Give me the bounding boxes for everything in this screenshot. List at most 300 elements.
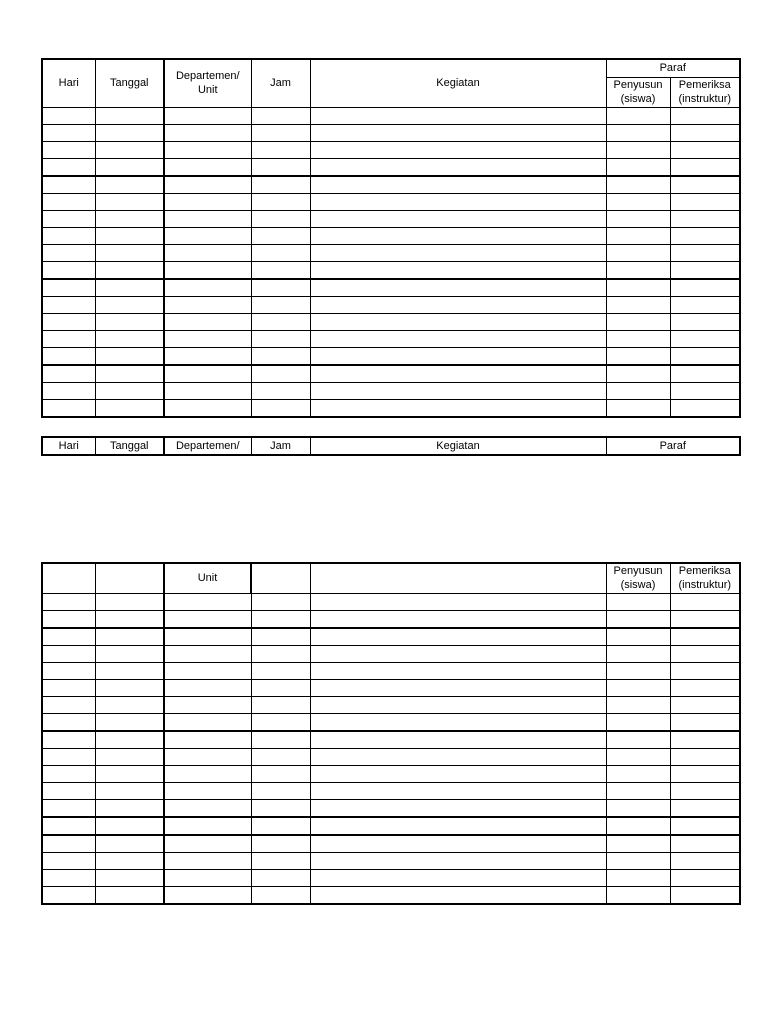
entry-cell-tanggal[interactable]	[95, 610, 164, 628]
entry-cell-tanggal[interactable]	[95, 852, 164, 869]
entry-cell-hari[interactable]	[42, 869, 95, 886]
entry-cell-departemen[interactable]	[164, 313, 251, 330]
entry-cell-hari[interactable]	[42, 628, 95, 646]
entry-cell-kegiatan[interactable]	[310, 193, 606, 210]
entry-cell-penyusun[interactable]	[606, 158, 670, 176]
entry-cell-jam[interactable]	[251, 107, 310, 124]
entry-cell-penyusun[interactable]	[606, 628, 670, 646]
table-row	[42, 628, 740, 646]
entry-cell-hari[interactable]	[42, 193, 95, 210]
entry-cell-departemen[interactable]	[164, 679, 251, 696]
entry-cell-penyusun[interactable]	[606, 782, 670, 799]
entry-cell-kegiatan[interactable]	[310, 141, 606, 158]
entry-cell-penyusun[interactable]	[606, 296, 670, 313]
entry-cell-jam[interactable]	[251, 176, 310, 194]
entry-cell-hari[interactable]	[42, 799, 95, 817]
header-pemeriksa	[670, 563, 740, 593]
header-tanggal: Tanggal	[95, 59, 164, 107]
entry-cell-penyusun[interactable]	[606, 141, 670, 158]
entry-cell-pemeriksa[interactable]	[670, 731, 740, 749]
entry-cell-jam[interactable]	[251, 593, 310, 610]
entry-cell-kegiatan[interactable]	[310, 610, 606, 628]
entry-cell-kegiatan[interactable]	[310, 124, 606, 141]
entry-cell-hari[interactable]	[42, 107, 95, 124]
table-row	[42, 765, 740, 782]
entry-cell-penyusun[interactable]	[606, 886, 670, 904]
entry-cell-hari[interactable]	[42, 593, 95, 610]
entry-cell-tanggal[interactable]	[95, 107, 164, 124]
entry-cell-departemen[interactable]	[164, 227, 251, 244]
entry-cell-jam[interactable]	[251, 869, 310, 886]
entry-cell-jam[interactable]	[251, 158, 310, 176]
entry-cell-hari[interactable]	[42, 886, 95, 904]
header-pemeriksa-line2: (instruktur)	[678, 93, 732, 105]
entry-cell-tanggal[interactable]	[95, 731, 164, 749]
entry-cell-jam[interactable]	[251, 141, 310, 158]
entry-cell-kegiatan[interactable]	[310, 330, 606, 347]
entry-cell-jam[interactable]	[251, 713, 310, 731]
entry-cell-jam[interactable]	[251, 679, 310, 696]
entry-cell-penyusun[interactable]	[606, 227, 670, 244]
entry-cell-jam[interactable]	[251, 296, 310, 313]
entry-cell-penyusun[interactable]	[606, 765, 670, 782]
entry-cell-departemen[interactable]	[164, 193, 251, 210]
entry-cell-departemen[interactable]	[164, 261, 251, 279]
entry-cell-jam[interactable]	[251, 210, 310, 227]
entry-cell-pemeriksa[interactable]	[670, 141, 740, 158]
entry-cell-tanggal[interactable]	[95, 835, 164, 853]
entry-cell-tanggal[interactable]	[95, 313, 164, 330]
entry-cell-departemen[interactable]	[164, 765, 251, 782]
table-row	[42, 296, 740, 313]
entry-cell-pemeriksa[interactable]	[670, 382, 740, 399]
entry-cell-departemen[interactable]	[164, 886, 251, 904]
entry-cell-penyusun[interactable]	[606, 261, 670, 279]
entry-cell-kegiatan[interactable]	[310, 817, 606, 835]
entry-cell-tanggal[interactable]	[95, 227, 164, 244]
entry-cell-hari[interactable]	[42, 399, 95, 417]
entry-cell-kegiatan[interactable]	[310, 227, 606, 244]
entry-cell-tanggal[interactable]	[95, 158, 164, 176]
entry-cell-departemen[interactable]	[164, 382, 251, 399]
entry-cell-hari[interactable]	[42, 279, 95, 297]
entry-cell-tanggal[interactable]	[95, 628, 164, 646]
entry-cell-tanggal[interactable]	[95, 817, 164, 835]
entry-cell-departemen[interactable]	[164, 176, 251, 194]
entry-cell-penyusun[interactable]	[606, 330, 670, 347]
entry-cell-tanggal[interactable]	[95, 886, 164, 904]
entry-cell-pemeriksa[interactable]	[670, 765, 740, 782]
entry-cell-jam[interactable]	[251, 365, 310, 383]
entry-cell-kegiatan[interactable]	[310, 296, 606, 313]
table-row	[42, 244, 740, 261]
entry-cell-kegiatan[interactable]	[310, 748, 606, 765]
table-1-entry-rows	[42, 107, 740, 417]
entry-cell-pemeriksa[interactable]	[670, 244, 740, 261]
entry-cell-departemen[interactable]	[164, 713, 251, 731]
table-row	[42, 158, 740, 176]
entry-cell-hari[interactable]	[42, 124, 95, 141]
entry-cell-tanggal[interactable]	[95, 330, 164, 347]
entry-cell-pemeriksa[interactable]	[670, 193, 740, 210]
entry-cell-jam[interactable]	[251, 645, 310, 662]
entry-cell-tanggal[interactable]	[95, 799, 164, 817]
entry-cell-hari[interactable]	[42, 227, 95, 244]
entry-cell-penyusun[interactable]	[606, 124, 670, 141]
entry-cell-hari[interactable]	[42, 210, 95, 227]
entry-cell-jam[interactable]	[251, 696, 310, 713]
entry-cell-hari[interactable]	[42, 782, 95, 799]
entry-cell-hari[interactable]	[42, 244, 95, 261]
entry-cell-jam[interactable]	[251, 852, 310, 869]
entry-cell-tanggal[interactable]	[95, 210, 164, 227]
entry-cell-pemeriksa[interactable]	[670, 696, 740, 713]
entry-cell-kegiatan[interactable]	[310, 628, 606, 646]
entry-cell-hari[interactable]	[42, 713, 95, 731]
entry-cell-jam[interactable]	[251, 347, 310, 365]
entry-cell-jam[interactable]	[251, 193, 310, 210]
entry-cell-departemen[interactable]	[164, 296, 251, 313]
entry-cell-pemeriksa[interactable]	[670, 610, 740, 628]
entry-cell-departemen[interactable]	[164, 748, 251, 765]
entry-cell-kegiatan[interactable]	[310, 313, 606, 330]
entry-cell-jam[interactable]	[251, 886, 310, 904]
strip-hari: Hari	[42, 437, 95, 455]
entry-cell-hari[interactable]	[42, 662, 95, 679]
entry-cell-pemeriksa[interactable]	[670, 261, 740, 279]
entry-cell-departemen[interactable]	[164, 330, 251, 347]
header-unit: Unit	[164, 563, 251, 593]
entry-cell-pemeriksa[interactable]	[670, 662, 740, 679]
entry-cell-tanggal[interactable]	[95, 713, 164, 731]
entry-cell-tanggal[interactable]	[95, 869, 164, 886]
entry-cell-tanggal[interactable]	[95, 645, 164, 662]
table-row	[42, 176, 740, 194]
entry-cell-hari[interactable]	[42, 645, 95, 662]
entry-cell-pemeriksa[interactable]	[670, 279, 740, 297]
entry-cell-pemeriksa[interactable]	[670, 713, 740, 731]
entry-cell-pemeriksa[interactable]	[670, 817, 740, 835]
entry-cell-pemeriksa[interactable]	[670, 124, 740, 141]
entry-cell-jam[interactable]	[251, 662, 310, 679]
entry-cell-penyusun[interactable]	[606, 662, 670, 679]
entry-cell-hari[interactable]	[42, 696, 95, 713]
header-departemen	[164, 59, 251, 107]
entry-cell-tanggal[interactable]	[95, 679, 164, 696]
table-row	[42, 593, 740, 610]
entry-cell-tanggal[interactable]	[95, 782, 164, 799]
entry-cell-hari[interactable]	[42, 176, 95, 194]
entry-cell-kegiatan[interactable]	[310, 799, 606, 817]
activity-log-table-1	[41, 58, 741, 418]
entry-cell-kegiatan[interactable]	[310, 679, 606, 696]
entry-cell-tanggal[interactable]	[95, 141, 164, 158]
entry-cell-kegiatan[interactable]	[310, 886, 606, 904]
entry-cell-jam[interactable]	[251, 765, 310, 782]
header-jam: Jam	[251, 59, 310, 107]
entry-cell-hari[interactable]	[42, 835, 95, 853]
entry-cell-departemen[interactable]	[164, 869, 251, 886]
entry-cell-penyusun[interactable]	[606, 313, 670, 330]
header-blank-tanggal	[95, 563, 164, 593]
entry-cell-kegiatan[interactable]	[310, 869, 606, 886]
table-row	[42, 141, 740, 158]
entry-cell-penyusun[interactable]	[606, 679, 670, 696]
entry-cell-penyusun[interactable]	[606, 593, 670, 610]
entry-cell-jam[interactable]	[251, 244, 310, 261]
table-row	[42, 261, 740, 279]
entry-cell-kegiatan[interactable]	[310, 696, 606, 713]
entry-cell-kegiatan[interactable]	[310, 279, 606, 297]
entry-cell-pemeriksa[interactable]	[670, 347, 740, 365]
entry-cell-penyusun[interactable]	[606, 176, 670, 194]
entry-cell-jam[interactable]	[251, 261, 310, 279]
header-pemeriksa-line1: Pemeriksa	[678, 79, 731, 91]
entry-cell-departemen[interactable]	[164, 107, 251, 124]
entry-cell-tanggal[interactable]	[95, 365, 164, 383]
entry-cell-pemeriksa[interactable]	[670, 869, 740, 886]
entry-cell-departemen[interactable]	[164, 124, 251, 141]
strip-departemen: Departemen/	[164, 437, 251, 455]
entry-cell-jam[interactable]	[251, 731, 310, 749]
entry-cell-kegiatan[interactable]	[310, 713, 606, 731]
entry-cell-hari[interactable]	[42, 141, 95, 158]
entry-cell-hari[interactable]	[42, 817, 95, 835]
entry-cell-departemen[interactable]	[164, 662, 251, 679]
table-2-entry-rows	[42, 593, 740, 904]
entry-cell-tanggal[interactable]	[95, 279, 164, 297]
entry-cell-kegiatan[interactable]	[310, 645, 606, 662]
entry-cell-departemen[interactable]	[164, 731, 251, 749]
entry-cell-penyusun[interactable]	[606, 193, 670, 210]
entry-cell-jam[interactable]	[251, 799, 310, 817]
entry-cell-penyusun[interactable]	[606, 696, 670, 713]
entry-cell-penyusun[interactable]	[606, 731, 670, 749]
entry-cell-penyusun[interactable]	[606, 852, 670, 869]
entry-cell-pemeriksa[interactable]	[670, 593, 740, 610]
entry-cell-jam[interactable]	[251, 610, 310, 628]
table-row	[42, 799, 740, 817]
entry-cell-tanggal[interactable]	[95, 244, 164, 261]
entry-cell-jam[interactable]	[251, 399, 310, 417]
entry-cell-jam[interactable]	[251, 748, 310, 765]
table-row	[42, 330, 740, 347]
entry-cell-kegiatan[interactable]	[310, 107, 606, 124]
entry-cell-pemeriksa[interactable]	[670, 679, 740, 696]
entry-cell-penyusun[interactable]	[606, 869, 670, 886]
entry-cell-penyusun[interactable]	[606, 817, 670, 835]
entry-cell-pemeriksa[interactable]	[670, 107, 740, 124]
entry-cell-kegiatan[interactable]	[310, 158, 606, 176]
entry-cell-departemen[interactable]	[164, 365, 251, 383]
entry-cell-kegiatan[interactable]	[310, 662, 606, 679]
entry-cell-pemeriksa[interactable]	[670, 176, 740, 194]
entry-cell-departemen[interactable]	[164, 593, 251, 610]
entry-cell-jam[interactable]	[251, 835, 310, 853]
strip-tanggal: Tanggal	[95, 437, 164, 455]
table-row	[42, 696, 740, 713]
entry-cell-kegiatan[interactable]	[310, 382, 606, 399]
entry-cell-kegiatan[interactable]	[310, 176, 606, 194]
entry-cell-pemeriksa[interactable]	[670, 227, 740, 244]
entry-cell-kegiatan[interactable]	[310, 765, 606, 782]
table-row	[42, 210, 740, 227]
entry-cell-tanggal[interactable]	[95, 748, 164, 765]
entry-cell-jam[interactable]	[251, 782, 310, 799]
entry-cell-departemen[interactable]	[164, 628, 251, 646]
entry-cell-kegiatan[interactable]	[310, 835, 606, 853]
entry-cell-penyusun[interactable]	[606, 244, 670, 261]
entry-cell-kegiatan[interactable]	[310, 347, 606, 365]
entry-cell-departemen[interactable]	[164, 210, 251, 227]
entry-cell-penyusun[interactable]	[606, 347, 670, 365]
entry-cell-hari[interactable]	[42, 313, 95, 330]
entry-cell-penyusun[interactable]	[606, 835, 670, 853]
header-penyusun-line1: Penyusun	[613, 565, 663, 578]
entry-cell-penyusun[interactable]	[606, 645, 670, 662]
table-row	[42, 399, 740, 417]
entry-cell-penyusun[interactable]	[606, 748, 670, 765]
entry-cell-kegiatan[interactable]	[310, 210, 606, 227]
entry-cell-hari[interactable]	[42, 748, 95, 765]
entry-cell-kegiatan[interactable]	[310, 399, 606, 417]
entry-cell-tanggal[interactable]	[95, 765, 164, 782]
entry-cell-hari[interactable]	[42, 296, 95, 313]
entry-cell-tanggal[interactable]	[95, 662, 164, 679]
entry-cell-pemeriksa[interactable]	[670, 782, 740, 799]
entry-cell-pemeriksa[interactable]	[670, 852, 740, 869]
table-row	[42, 731, 740, 749]
strip-jam: Jam	[251, 437, 310, 455]
entry-cell-departemen[interactable]	[164, 696, 251, 713]
entry-cell-hari[interactable]	[42, 610, 95, 628]
table-row	[42, 347, 740, 365]
entry-cell-pemeriksa[interactable]	[670, 330, 740, 347]
entry-cell-departemen[interactable]	[164, 645, 251, 662]
table-row	[42, 313, 740, 330]
entry-cell-pemeriksa[interactable]	[670, 628, 740, 646]
entry-cell-jam[interactable]	[251, 628, 310, 646]
entry-cell-kegiatan[interactable]	[310, 782, 606, 799]
entry-cell-tanggal[interactable]	[95, 296, 164, 313]
entry-cell-penyusun[interactable]	[606, 399, 670, 417]
entry-cell-pemeriksa[interactable]	[670, 296, 740, 313]
entry-cell-jam[interactable]	[251, 124, 310, 141]
entry-cell-hari[interactable]	[42, 765, 95, 782]
entry-cell-pemeriksa[interactable]	[670, 799, 740, 817]
entry-cell-departemen[interactable]	[164, 852, 251, 869]
entry-cell-departemen[interactable]	[164, 799, 251, 817]
entry-cell-hari[interactable]	[42, 330, 95, 347]
table-row	[42, 869, 740, 886]
entry-cell-hari[interactable]	[42, 158, 95, 176]
entry-cell-tanggal[interactable]	[95, 399, 164, 417]
entry-cell-jam[interactable]	[251, 382, 310, 399]
entry-cell-tanggal[interactable]	[95, 261, 164, 279]
entry-cell-jam[interactable]	[251, 330, 310, 347]
entry-cell-penyusun[interactable]	[606, 210, 670, 227]
table-row	[42, 279, 740, 297]
repeated-header-strip	[41, 436, 741, 456]
entry-cell-hari[interactable]	[42, 679, 95, 696]
entry-cell-pemeriksa[interactable]	[670, 835, 740, 853]
entry-cell-pemeriksa[interactable]	[670, 365, 740, 383]
entry-cell-departemen[interactable]	[164, 782, 251, 799]
entry-cell-departemen[interactable]	[164, 399, 251, 417]
entry-cell-pemeriksa[interactable]	[670, 748, 740, 765]
entry-cell-tanggal[interactable]	[95, 696, 164, 713]
entry-cell-departemen[interactable]	[164, 835, 251, 853]
entry-cell-tanggal[interactable]	[95, 382, 164, 399]
entry-cell-penyusun[interactable]	[606, 610, 670, 628]
entry-cell-tanggal[interactable]	[95, 176, 164, 194]
entry-cell-jam[interactable]	[251, 227, 310, 244]
entry-cell-pemeriksa[interactable]	[670, 645, 740, 662]
entry-cell-kegiatan[interactable]	[310, 261, 606, 279]
entry-cell-penyusun[interactable]	[606, 365, 670, 383]
table-row	[42, 713, 740, 731]
table-row	[42, 193, 740, 210]
header-pemeriksa	[670, 77, 740, 107]
entry-cell-penyusun[interactable]	[606, 713, 670, 731]
header-blank-hari	[42, 563, 95, 593]
entry-cell-departemen[interactable]	[164, 244, 251, 261]
entry-cell-pemeriksa[interactable]	[670, 210, 740, 227]
entry-cell-departemen[interactable]	[164, 610, 251, 628]
entry-cell-jam[interactable]	[251, 279, 310, 297]
entry-cell-jam[interactable]	[251, 313, 310, 330]
entry-cell-kegiatan[interactable]	[310, 244, 606, 261]
entry-cell-jam[interactable]	[251, 817, 310, 835]
entry-cell-hari[interactable]	[42, 731, 95, 749]
entry-cell-tanggal[interactable]	[95, 593, 164, 610]
entry-cell-hari[interactable]	[42, 852, 95, 869]
entry-cell-kegiatan[interactable]	[310, 593, 606, 610]
entry-cell-penyusun[interactable]	[606, 279, 670, 297]
header-paraf: Paraf	[606, 59, 740, 77]
entry-cell-penyusun[interactable]	[606, 799, 670, 817]
entry-cell-departemen[interactable]	[164, 158, 251, 176]
entry-cell-hari[interactable]	[42, 382, 95, 399]
header-penyusun	[606, 77, 670, 107]
entry-cell-pemeriksa[interactable]	[670, 886, 740, 904]
entry-cell-tanggal[interactable]	[95, 193, 164, 210]
entry-cell-hari[interactable]	[42, 365, 95, 383]
entry-cell-penyusun[interactable]	[606, 107, 670, 124]
entry-cell-pemeriksa[interactable]	[670, 399, 740, 417]
header-penyusun	[606, 563, 670, 593]
entry-cell-pemeriksa[interactable]	[670, 158, 740, 176]
table-row	[42, 679, 740, 696]
entry-cell-penyusun[interactable]	[606, 382, 670, 399]
table-row	[42, 227, 740, 244]
entry-cell-departemen[interactable]	[164, 817, 251, 835]
entry-cell-tanggal[interactable]	[95, 347, 164, 365]
entry-cell-hari[interactable]	[42, 347, 95, 365]
entry-cell-tanggal[interactable]	[95, 124, 164, 141]
entry-cell-kegiatan[interactable]	[310, 731, 606, 749]
entry-cell-pemeriksa[interactable]	[670, 313, 740, 330]
entry-cell-departemen[interactable]	[164, 279, 251, 297]
entry-cell-departemen[interactable]	[164, 141, 251, 158]
entry-cell-departemen[interactable]	[164, 347, 251, 365]
entry-cell-kegiatan[interactable]	[310, 365, 606, 383]
header-hari: Hari	[42, 59, 95, 107]
entry-cell-kegiatan[interactable]	[310, 852, 606, 869]
entry-cell-hari[interactable]	[42, 261, 95, 279]
header-kegiatan: Kegiatan	[310, 59, 606, 107]
header-departemen-line2: Unit	[197, 84, 218, 97]
